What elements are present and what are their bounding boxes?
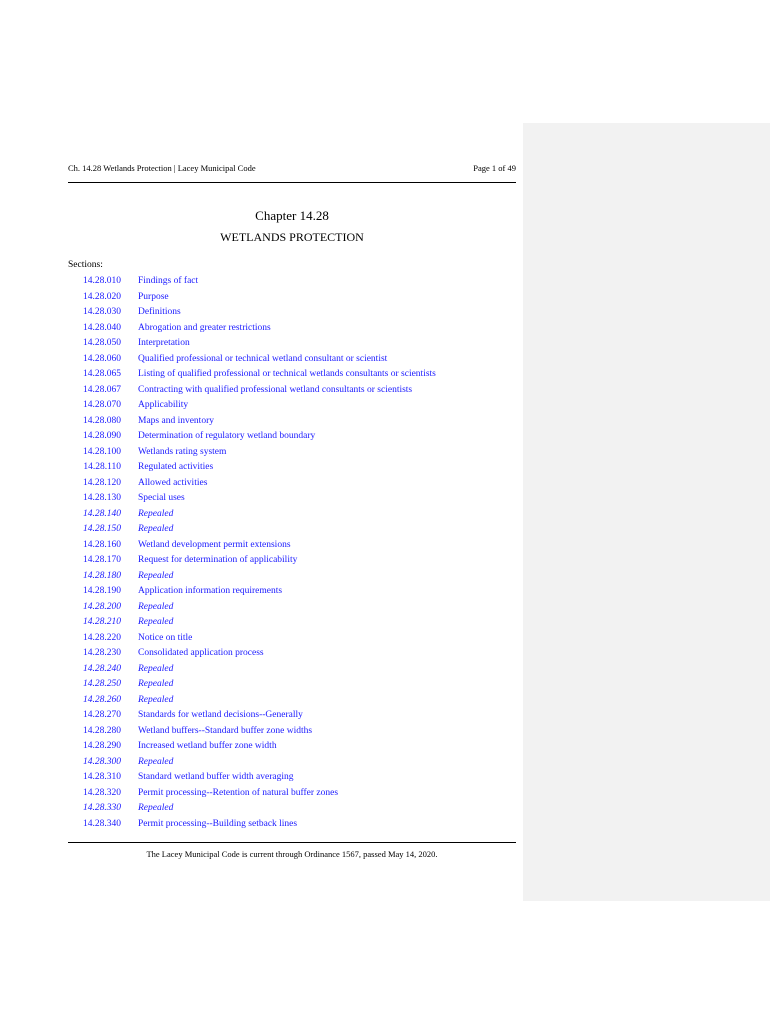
section-number[interactable]: 14.28.140 (83, 508, 121, 519)
section-link-14-28-210[interactable] (68, 615, 516, 631)
section-link-14-28-160[interactable] (68, 538, 516, 554)
section-number[interactable]: 14.28.060 (83, 353, 121, 364)
section-title[interactable]: Repealed (138, 508, 174, 519)
section-link-14-28-330[interactable] (68, 801, 516, 817)
section-link-14-28-020[interactable] (68, 290, 516, 306)
section-link-14-28-065[interactable] (68, 367, 516, 383)
chapter-title: Chapter 14.28 (255, 208, 329, 223)
section-number[interactable]: 14.28.190 (83, 586, 121, 596)
section-number[interactable]: 14.28.130 (83, 493, 121, 503)
section-title[interactable]: Wetlands rating system (138, 446, 227, 457)
section-title[interactable]: Repealed (138, 756, 174, 767)
section-title[interactable]: Consolidated application process (138, 648, 264, 658)
section-title[interactable]: Repealed (138, 524, 174, 534)
section-title[interactable]: Purpose (138, 291, 169, 302)
page-header (68, 163, 516, 183)
section-number[interactable]: 14.28.030 (83, 307, 121, 317)
section-number[interactable]: 14.28.070 (83, 400, 121, 410)
section-title[interactable]: Abrogation and greater restrictions (138, 322, 271, 333)
section-link-14-28-170[interactable] (68, 553, 516, 569)
section-number[interactable]: 14.28.290 (83, 741, 121, 751)
section-link-14-28-070[interactable] (68, 398, 516, 414)
section-link-14-28-150[interactable] (68, 522, 516, 538)
section-number[interactable]: 14.28.270 (83, 710, 121, 720)
section-number[interactable]: 14.28.310 (83, 772, 121, 782)
section-title[interactable]: Repealed (138, 601, 174, 612)
section-title[interactable]: Regulated activities (138, 462, 214, 472)
section-title[interactable]: Maps and inventory (138, 415, 214, 426)
section-title[interactable]: Wetland buffers--Standard buffer zone widths (138, 725, 313, 736)
section-link-14-28-190[interactable] (68, 584, 516, 600)
section-title[interactable]: Definitions (138, 307, 181, 317)
section-title[interactable]: Notice on title (138, 632, 193, 643)
section-link-14-28-200[interactable] (68, 600, 516, 616)
section-title[interactable]: Request for determination of applicability (138, 555, 298, 565)
section-link-14-28-040[interactable] (68, 321, 516, 337)
section-number[interactable]: 14.28.210 (83, 617, 121, 627)
section-title[interactable]: Permit processing--Retention of natural buffer zones (138, 787, 339, 798)
section-title[interactable]: Repealed (138, 694, 174, 705)
section-number[interactable]: 14.28.340 (83, 818, 121, 829)
section-title[interactable]: Allowed activities (138, 477, 208, 488)
section-link-14-28-060[interactable] (68, 352, 516, 368)
section-title[interactable]: Determination of regulatory wetland boundary (138, 431, 316, 441)
section-title[interactable]: Application information requirements (138, 586, 283, 596)
section-title[interactable]: Wetland development permit extensions (138, 539, 291, 550)
footer-divider (68, 842, 516, 843)
section-number[interactable]: 14.28.120 (83, 477, 121, 488)
section-link-14-28-030[interactable] (68, 305, 516, 321)
section-number[interactable]: 14.28.230 (83, 648, 121, 658)
comment-pane (523, 123, 770, 901)
section-link-14-28-120[interactable] (68, 476, 516, 492)
section-link-14-28-010[interactable] (68, 274, 516, 290)
section-number[interactable]: 14.28.170 (83, 555, 121, 565)
section-number[interactable]: 14.28.160 (83, 539, 121, 550)
header-page-number: Page 1 of 49 (473, 163, 516, 173)
section-number[interactable]: 14.28.330 (83, 803, 121, 813)
section-link-14-28-110[interactable] (68, 460, 516, 476)
section-link-14-28-230[interactable] (68, 646, 516, 662)
section-title[interactable]: Repealed (138, 570, 174, 581)
section-link-14-28-280[interactable] (68, 724, 516, 740)
section-title[interactable]: Listing of qualified professional or technical wetlands consultants or scientists (138, 369, 436, 379)
sections-label: Sections: (68, 260, 103, 270)
section-link-14-28-180[interactable] (68, 569, 516, 585)
section-link-14-28-220[interactable] (68, 631, 516, 647)
section-title[interactable]: Interpretation (138, 338, 190, 348)
section-number[interactable]: 14.28.320 (83, 787, 121, 798)
section-number[interactable]: 14.28.020 (83, 291, 121, 302)
section-title[interactable]: Repealed (138, 663, 174, 674)
section-title[interactable]: Findings of fact (138, 276, 199, 286)
section-link-14-28-310[interactable] (68, 770, 516, 786)
section-link-14-28-130[interactable] (68, 491, 516, 507)
section-title[interactable]: Contracting with qualified professional wetland consultants or scientists (138, 384, 413, 395)
section-number[interactable]: 14.28.090 (83, 431, 121, 441)
section-title[interactable]: Standard wetland buffer width averaging (138, 772, 294, 782)
section-link-14-28-090[interactable] (68, 429, 516, 445)
sections-list (68, 274, 516, 832)
section-link-14-28-300[interactable] (68, 755, 516, 771)
section-number[interactable]: 14.28.010 (83, 276, 121, 286)
section-number[interactable]: 14.28.220 (83, 632, 121, 643)
section-number[interactable]: 14.28.065 (83, 369, 121, 379)
section-number[interactable]: 14.28.260 (83, 694, 121, 705)
chapter-subtitle: WETLANDS PROTECTION (220, 230, 364, 244)
section-number[interactable]: 14.28.240 (83, 663, 121, 674)
section-link-14-28-100[interactable] (68, 445, 516, 461)
section-number[interactable]: 14.28.067 (83, 384, 121, 395)
section-link-14-28-250[interactable] (68, 677, 516, 693)
section-number[interactable]: 14.28.040 (83, 322, 121, 333)
section-title[interactable]: Increased wetland buffer zone width (138, 741, 277, 751)
section-title[interactable]: Standards for wetland decisions--Generally (138, 710, 303, 720)
section-link-14-28-260[interactable] (68, 693, 516, 709)
section-number[interactable]: 14.28.280 (83, 725, 121, 736)
section-link-14-28-290[interactable] (68, 739, 516, 755)
section-title[interactable]: Repealed (138, 803, 174, 813)
section-link-14-28-320[interactable] (68, 786, 516, 802)
section-link-14-28-140[interactable] (68, 507, 516, 523)
section-title[interactable]: Special uses (138, 493, 185, 503)
section-title[interactable]: Applicability (138, 400, 189, 410)
section-number[interactable]: 14.28.150 (83, 524, 121, 534)
section-number[interactable]: 14.28.100 (83, 446, 121, 457)
section-number[interactable]: 14.28.180 (83, 570, 121, 581)
header-chapter-title: Ch. 14.28 Wetlands Protection | Lacey Municipal Code (68, 163, 256, 173)
section-link-14-28-067[interactable] (68, 383, 516, 399)
section-number[interactable]: 14.28.300 (83, 756, 121, 767)
section-number[interactable]: 14.28.200 (83, 601, 121, 612)
section-number[interactable]: 14.28.110 (83, 462, 121, 472)
page-footer: The Lacey Municipal Code is current through Ordinance 1567, passed May 14, 2020. (146, 849, 438, 859)
section-title[interactable]: Qualified professional or technical wetland consultant or scientist (138, 353, 388, 364)
section-number[interactable]: 14.28.050 (83, 338, 121, 348)
section-title[interactable]: Repealed (138, 617, 174, 627)
section-title[interactable]: Repealed (138, 679, 174, 689)
section-link-14-28-340[interactable] (68, 817, 516, 833)
section-number[interactable]: 14.28.080 (83, 415, 121, 426)
section-link-14-28-270[interactable] (68, 708, 516, 724)
section-title[interactable]: Permit processing--Building setback lines (138, 818, 298, 829)
section-link-14-28-240[interactable] (68, 662, 516, 678)
section-link-14-28-050[interactable] (68, 336, 516, 352)
section-number[interactable]: 14.28.250 (83, 679, 121, 689)
section-link-14-28-080[interactable] (68, 414, 516, 430)
